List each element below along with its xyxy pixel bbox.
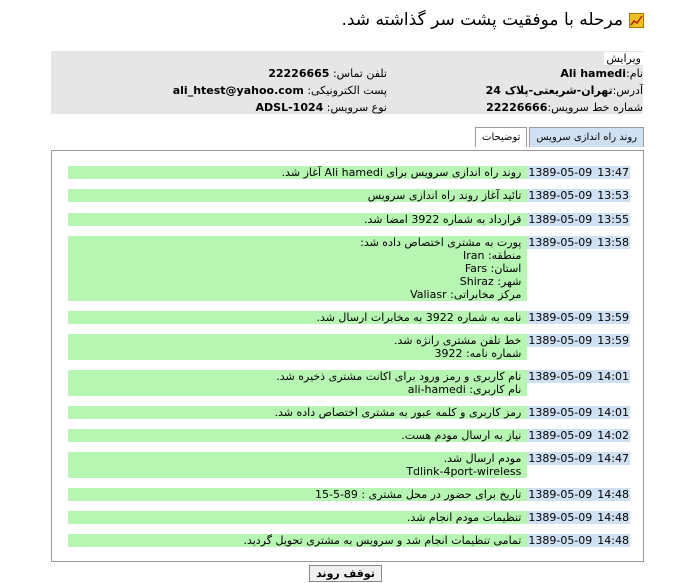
name-value: Ali hamedi bbox=[560, 67, 627, 80]
log-message-line: نام کاربری: ali-hamedi bbox=[407, 383, 522, 396]
log-time: 13:59 bbox=[597, 311, 629, 324]
log-entry bbox=[68, 166, 630, 179]
log-message bbox=[68, 236, 527, 301]
log-time: 14:01 bbox=[597, 406, 629, 419]
log-time: 13:58 bbox=[597, 236, 629, 249]
address-value: تهران-شریعتی-پلاک 24 bbox=[485, 84, 613, 97]
log-timestamp bbox=[527, 429, 630, 442]
log-message-line: شهر: Shiraz bbox=[459, 275, 522, 288]
log-entry bbox=[68, 452, 630, 478]
log-time: 13:47 bbox=[597, 166, 629, 179]
log-time: 13:59 bbox=[597, 334, 629, 347]
log-date: 1389-05-09 bbox=[528, 534, 593, 547]
log-message-line: مرکز مخابراتی: Valiasr bbox=[410, 288, 522, 301]
customer-address bbox=[486, 84, 643, 97]
stop-process-button[interactable]: توقف روند bbox=[309, 565, 382, 582]
log-entry bbox=[68, 236, 630, 301]
line-value: 22226666 bbox=[486, 101, 548, 114]
log-message-line: قرارداد به شماره 3922 امضا شد. bbox=[364, 213, 522, 226]
log-message bbox=[68, 488, 527, 501]
log-message bbox=[68, 166, 527, 179]
log-date: 1389-05-09 bbox=[528, 311, 593, 324]
log-message-line: تمامی تنظیمات انجام شد و سرویس به مشتری تحویل گردید. bbox=[243, 534, 522, 547]
log-entry bbox=[68, 213, 630, 226]
log-message-line: مودم ارسال شد. bbox=[443, 452, 522, 465]
chart-icon bbox=[629, 13, 644, 28]
tab-setup-process[interactable]: روند راه اندازی سرویس bbox=[529, 127, 644, 147]
log-message bbox=[68, 370, 527, 396]
log-time: 14:48 bbox=[597, 511, 629, 524]
log-date: 1389-05-09 bbox=[528, 488, 593, 501]
process-log bbox=[51, 150, 644, 562]
email-label: پست الکترونیکی: bbox=[307, 84, 387, 97]
log-timestamp bbox=[527, 488, 630, 501]
log-message bbox=[68, 213, 527, 226]
service-value: ADSL-1024 bbox=[255, 101, 324, 114]
page-title: مرحله با موفقیت پشت سر گذاشته شد. bbox=[341, 10, 623, 30]
log-date: 1389-05-09 bbox=[528, 370, 593, 383]
log-time: 13:53 bbox=[597, 189, 629, 202]
log-entry bbox=[68, 406, 630, 419]
log-message-line: شماره نامه: 3922 bbox=[434, 347, 522, 360]
log-date: 1389-05-09 bbox=[528, 236, 593, 249]
address-label: آدرس: bbox=[612, 84, 643, 97]
log-message-line: خط تلفن مشتری رانژه شد. bbox=[394, 334, 522, 347]
phone-label: تلفن تماس: bbox=[332, 67, 387, 80]
log-message-line: روند راه اندازی سرویس برای Ali hamedi آغاز شد. bbox=[281, 166, 522, 179]
log-timestamp bbox=[527, 166, 630, 179]
log-entry bbox=[68, 334, 630, 360]
log-message-line: تنظیمات مودم انجام شد. bbox=[406, 511, 522, 524]
log-time: 14:48 bbox=[597, 534, 629, 547]
log-message-line: نام کاربری و رمز ورود برای اکانت مشتری ذخیره شد. bbox=[276, 370, 522, 383]
log-date: 1389-05-09 bbox=[528, 452, 593, 465]
edit-link[interactable]: ویرایش bbox=[606, 52, 641, 65]
log-message-line: تائید آغاز روند راه اندازی سرویس bbox=[367, 189, 522, 202]
email-value: ali_htest@yahoo.com bbox=[172, 84, 304, 97]
log-message-line: تاریخ برای حضور در محل مشتری : 89-5-15 bbox=[314, 488, 522, 501]
customer-info-panel bbox=[51, 51, 643, 114]
log-timestamp bbox=[527, 236, 630, 249]
log-time: 14:48 bbox=[597, 488, 629, 501]
log-timestamp bbox=[527, 534, 630, 547]
line-label: شماره خط سرویس: bbox=[547, 101, 643, 114]
log-message-line: Tdlink-4port-wireless bbox=[406, 465, 522, 478]
log-message bbox=[68, 311, 527, 324]
log-message bbox=[68, 534, 527, 547]
log-time: 13:55 bbox=[597, 213, 629, 226]
log-entry bbox=[68, 370, 630, 396]
log-entry bbox=[68, 311, 630, 324]
log-message-line: نامه به شماره 3922 به مخابرات ارسال شد. bbox=[316, 311, 522, 324]
log-entry bbox=[68, 189, 630, 202]
log-entry bbox=[68, 511, 630, 524]
log-date: 1389-05-09 bbox=[528, 429, 593, 442]
name-label: نام: bbox=[626, 67, 643, 80]
log-entry bbox=[68, 534, 630, 547]
contact-phone bbox=[268, 67, 387, 80]
log-timestamp bbox=[527, 189, 630, 202]
log-timestamp bbox=[527, 334, 630, 347]
page-header bbox=[40, 8, 644, 32]
log-date: 1389-05-09 bbox=[528, 406, 593, 419]
log-message bbox=[68, 406, 527, 419]
log-message bbox=[68, 429, 527, 442]
log-entry bbox=[68, 429, 630, 442]
log-timestamp bbox=[527, 311, 630, 324]
log-date: 1389-05-09 bbox=[528, 166, 593, 179]
log-message-line: رمز کاربری و کلمه عبور به مشتری اختصاص داده شد. bbox=[274, 406, 522, 419]
log-timestamp bbox=[527, 511, 630, 524]
log-date: 1389-05-09 bbox=[528, 189, 593, 202]
log-entry bbox=[68, 488, 630, 501]
tab-notes[interactable]: توضیحات bbox=[475, 127, 527, 147]
log-time: 14:47 bbox=[597, 452, 629, 465]
phone-value: 22226665 bbox=[268, 67, 330, 80]
log-timestamp bbox=[527, 213, 630, 226]
service-label: نوع سرویس: bbox=[326, 101, 387, 114]
log-message-line: پورت به مشتری اختصاص داده شد: bbox=[360, 236, 522, 249]
customer-name bbox=[560, 67, 643, 80]
log-timestamp bbox=[527, 370, 630, 383]
log-time: 14:01 bbox=[597, 370, 629, 383]
tab-bar bbox=[475, 127, 644, 147]
service-line bbox=[486, 101, 643, 114]
contact-email bbox=[173, 84, 387, 97]
log-message-line: استان: Fars bbox=[464, 262, 522, 275]
log-date: 1389-05-09 bbox=[528, 213, 593, 226]
log-message bbox=[68, 189, 527, 202]
log-time: 14:02 bbox=[597, 429, 629, 442]
log-timestamp bbox=[527, 452, 630, 465]
log-message bbox=[68, 452, 527, 478]
service-type bbox=[256, 101, 387, 114]
log-date: 1389-05-09 bbox=[528, 334, 593, 347]
log-message bbox=[68, 511, 527, 524]
log-message-line: منطقه: Iran bbox=[462, 249, 522, 262]
log-message-line: نیاز به ارسال مودم هست. bbox=[401, 429, 522, 442]
log-message bbox=[68, 334, 527, 360]
log-timestamp bbox=[527, 406, 630, 419]
log-date: 1389-05-09 bbox=[528, 511, 593, 524]
